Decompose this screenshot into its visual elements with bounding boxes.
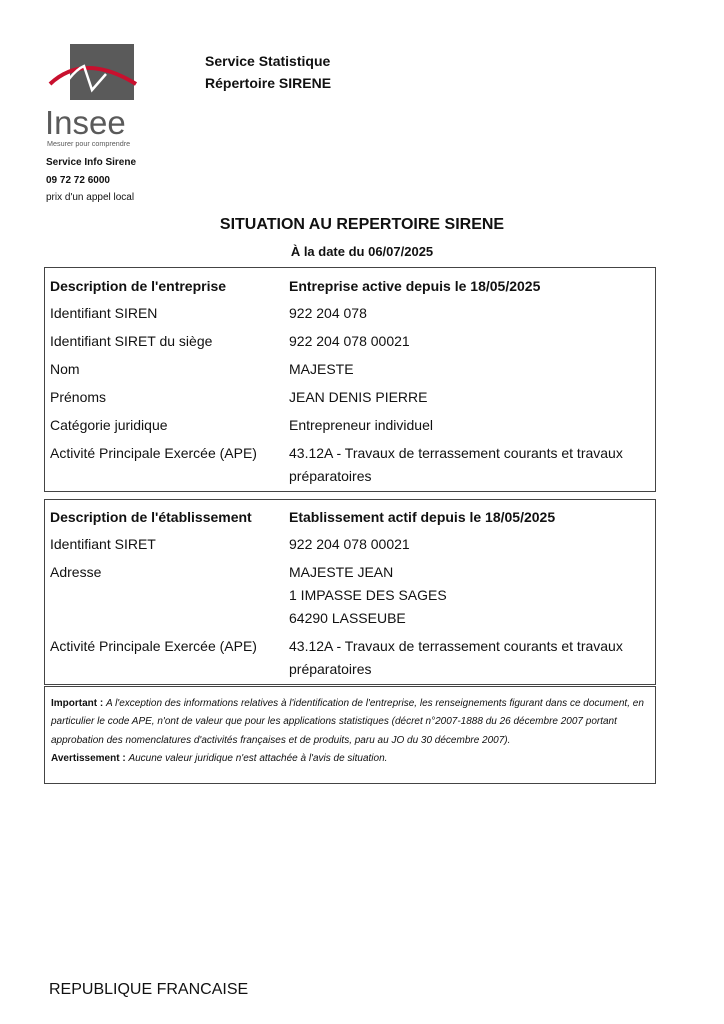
important-notice: [51, 695, 649, 750]
page-title: SITUATION AU REPERTOIRE SIRENE: [219, 216, 505, 233]
warning-text: Aucune valeur juridique n'est attachée à l'avis de situation.: [128, 752, 388, 764]
etablissement-status: Etablissement actif depuis le 18/05/2025: [289, 509, 556, 525]
legal-notice: [44, 686, 656, 784]
field-label: Activité Principale Exercée (APE): [50, 638, 257, 654]
ape-line-1: 43.12A - Travaux de terrassement courants et travaux: [289, 445, 623, 461]
field-value: Entrepreneur individuel: [289, 417, 433, 433]
contact-note: prix d'un appel local: [46, 192, 135, 203]
address-line: MAJESTE JEAN: [289, 564, 394, 580]
warning-label: Avertissement :: [51, 752, 126, 764]
entreprise-status: Entreprise active depuis le 18/05/2025: [289, 278, 541, 294]
field-label: Activité Principale Exercée (APE): [50, 445, 257, 461]
logo-tagline: Mesurer pour comprendre: [47, 139, 131, 148]
entreprise-header-label: Description de l'entreprise: [50, 278, 227, 294]
entreprise-section: [44, 267, 656, 492]
field-label: Prénoms: [50, 389, 107, 405]
field-value: 922 204 078: [289, 305, 367, 321]
field-value: JEAN DENIS PIERRE: [289, 389, 428, 405]
contact-phone: 09 72 72 6000: [46, 174, 110, 186]
warning-notice: [51, 750, 649, 768]
etablissement-section: [44, 499, 656, 685]
contact-block: [46, 154, 136, 207]
insee-logo-graphic: [44, 44, 140, 148]
address-value: [289, 561, 649, 630]
field-value: 922 204 078 00021: [289, 333, 410, 349]
field-label: Identifiant SIRET du siège: [50, 333, 213, 349]
insee-logo: [44, 44, 140, 148]
ape-line-1: 43.12A - Travaux de terrassement courants et travaux: [289, 638, 623, 654]
logo-wordmark: Insee: [45, 104, 126, 141]
ape-line-2: préparatoires: [289, 468, 372, 484]
contact-service: Service Info Sirene: [46, 157, 137, 168]
field-label: Catégorie juridique: [50, 417, 168, 433]
address-line: 1 IMPASSE DES SAGES: [289, 587, 447, 603]
field-label: Nom: [50, 361, 80, 377]
etablissement-header-label: Description de l'établissement: [50, 509, 252, 525]
important-label: Important :: [51, 698, 104, 709]
field-value: [289, 635, 649, 681]
field-label: Identifiant SIRET: [50, 536, 156, 552]
field-value: [289, 442, 649, 488]
footer-republique: REPUBLIQUE FRANCAISE: [49, 981, 249, 998]
service-header: [205, 50, 331, 94]
ape-line-2: préparatoires: [289, 661, 372, 677]
service-name: Service Statistique: [205, 53, 331, 69]
field-value: 922 204 078 00021: [289, 536, 410, 552]
address-line: 64290 LASSEUBE: [289, 610, 406, 626]
field-label: Adresse: [50, 564, 102, 580]
important-text: A l'exception des informations relatives à l'identification de l'entreprise, les renseignements figurant dans ce document, en particulier le code APE, n'ont de valeur que pour les applications statistiques (décret n°2007-1888 du 26 décembre 2007 portant approbation des nomenclatures d'activités françaises et de produits, paru au JO du 30 décembre 2007).: [51, 698, 644, 746]
field-value: MAJESTE: [289, 361, 354, 377]
field-label: Identifiant SIREN: [50, 305, 158, 321]
repertoire-name: Répertoire SIRENE: [205, 75, 332, 91]
page-date: À la date du 06/07/2025: [290, 244, 434, 259]
